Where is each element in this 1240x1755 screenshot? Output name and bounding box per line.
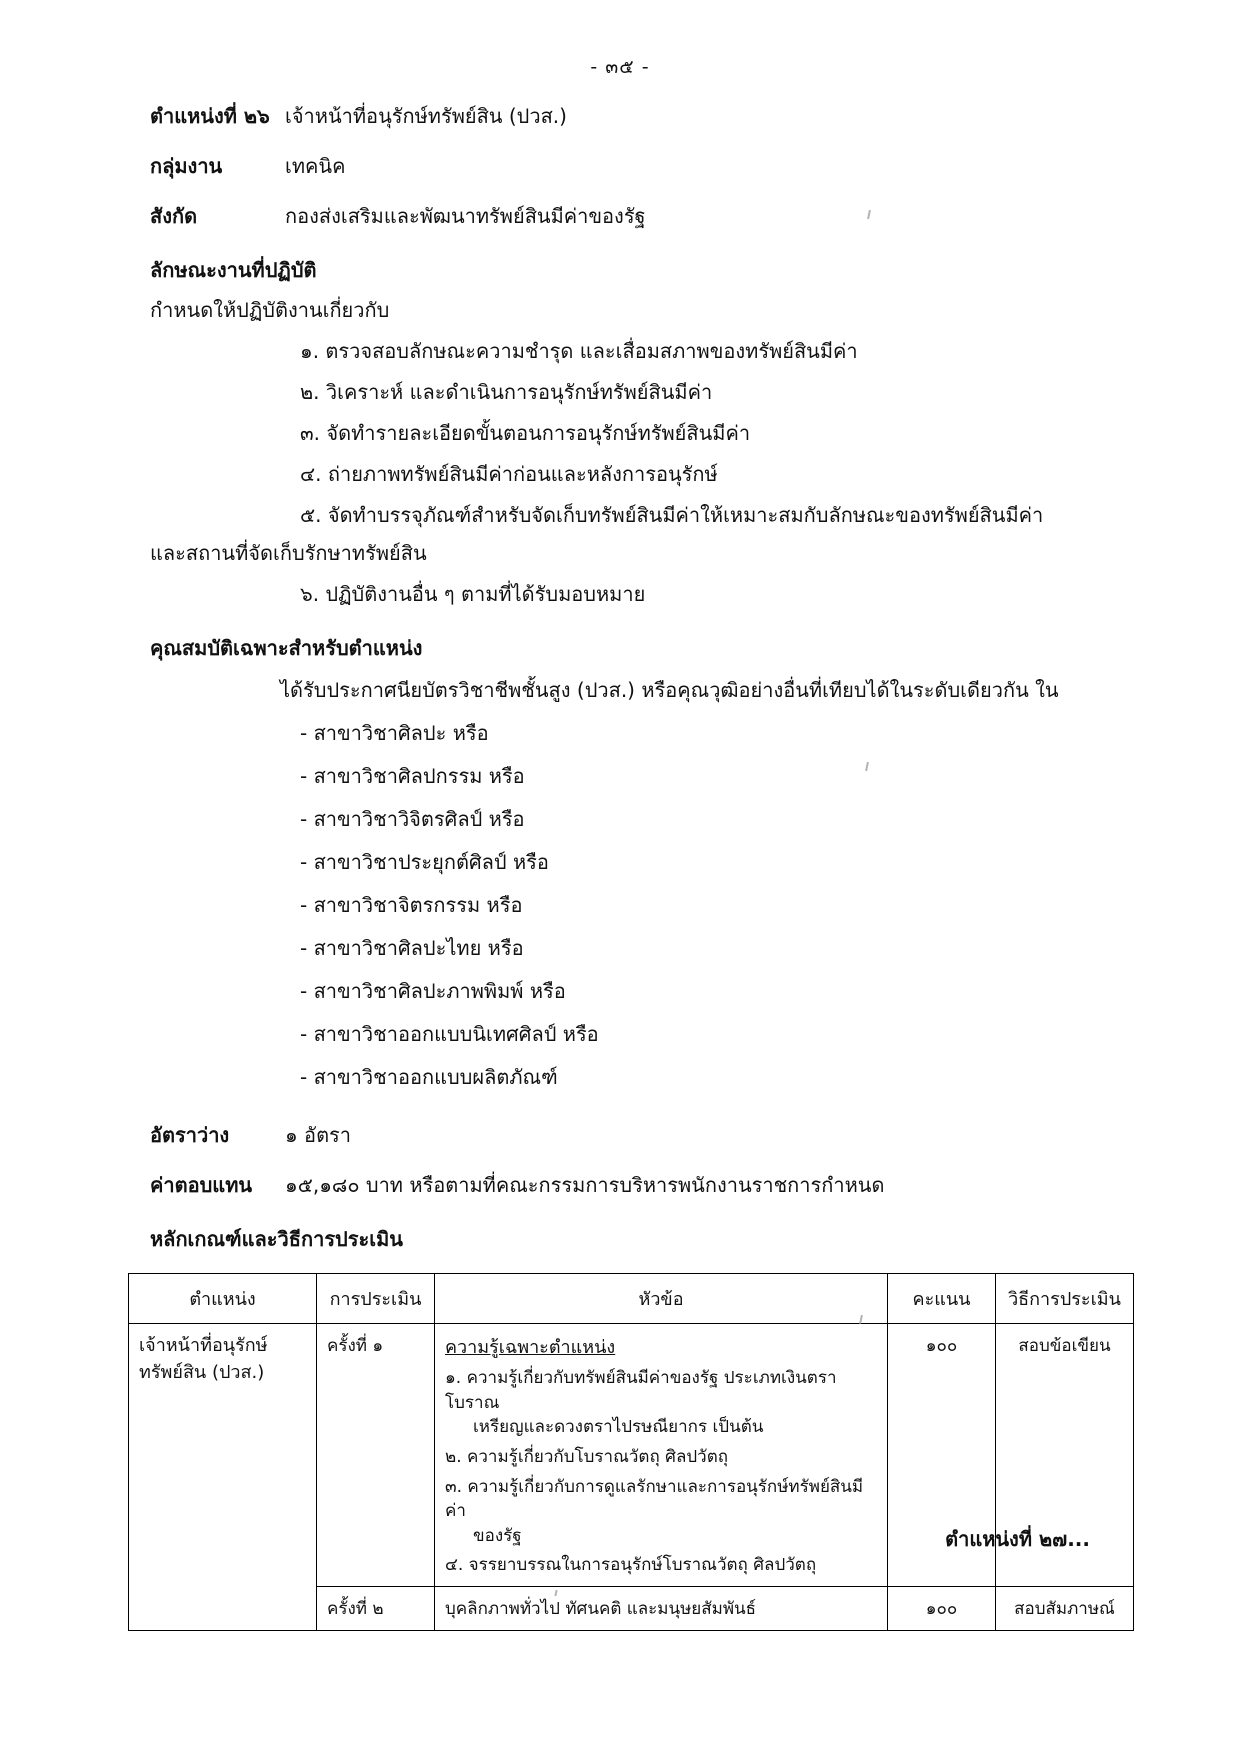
- qualification-branch: - สาขาวิชาศิลปะภาพพิมพ์ หรือ: [300, 979, 566, 1003]
- qualification-branch: - สาขาวิชาศิลปกรรม หรือ: [300, 764, 525, 788]
- vacancy-label: อัตราว่าง: [150, 1123, 230, 1147]
- vacancy-row: [150, 1119, 1090, 1151]
- table-header-row: [129, 1274, 1134, 1324]
- position-line: ทรัพย์สิน (ปวส.): [139, 1362, 265, 1383]
- column-header-score: คะแนน: [888, 1274, 996, 1324]
- group-value: เทคนิค: [285, 154, 346, 178]
- cell-topic: [435, 1324, 888, 1587]
- topic-title: ความรู้เฉพาะตำแหน่ง: [445, 1337, 616, 1358]
- position-title: เจ้าหน้าที่อนุรักษ์ทรัพย์สิน (ปวส.): [285, 104, 567, 128]
- topic-subitem: เหรียญและดวงตราไปรษณียากร เป็นต้น: [473, 1417, 764, 1438]
- duty-item: ๖. ปฏิบัติงานอื่น ๆ ตามที่ได้รับมอบหมาย: [300, 582, 646, 606]
- document-content: [0, 100, 1240, 1631]
- vacancy-value: ๑ อัตรา: [285, 1123, 352, 1147]
- compensation-label: ค่าตอบแทน: [150, 1173, 253, 1197]
- column-header-topic: หัวข้อ: [435, 1274, 888, 1324]
- duty-item: ๔. ถ่ายภาพทรัพย์สินมีค่าก่อนและหลังการอนุรักษ์: [300, 462, 718, 486]
- affiliation-row: [150, 200, 1090, 232]
- cell-score: ๑๐๐: [888, 1324, 996, 1587]
- topic-item: ๔. จรรยาบรรณในการอนุรักษ์โบราณวัตถุ ศิลปวัตถุ: [445, 1555, 817, 1576]
- column-header-position: ตำแหน่ง: [129, 1274, 317, 1324]
- assessment-table: [128, 1273, 1134, 1631]
- duty-item: ๕. จัดทำบรรจุภัณฑ์สำหรับจัดเก็บทรัพย์สินมีค่าให้เหมาะสมกับลักษณะของทรัพย์สินมีค่า: [300, 503, 1044, 527]
- compensation-row: [150, 1169, 1090, 1201]
- criteria-heading: หลักเกณฑ์และวิธีการประเมิน: [150, 1227, 403, 1251]
- qualification-branch: - สาขาวิชาจิตรกรรม หรือ: [300, 893, 523, 917]
- cell-score: ๑๐๐: [888, 1587, 996, 1631]
- qualifications-heading: คุณสมบัติเฉพาะสำหรับตำแหน่ง: [150, 636, 423, 660]
- page-number: - ๓๕ -: [590, 56, 650, 78]
- duty-item: ๒. วิเคราะห์ และดำเนินการอนุรักษ์ทรัพย์สินมีค่า: [300, 380, 713, 404]
- topic-subitem: ของรัฐ: [473, 1525, 522, 1546]
- duty-item: ๑. ตรวจสอบลักษณะความชำรุด และเสื่อมสภาพของทรัพย์สินมีค่า: [300, 339, 858, 363]
- position-label: ตำแหน่งที่ ๒๖: [150, 104, 270, 128]
- duties-intro: กำหนดให้ปฏิบัติงานเกี่ยวกับ: [150, 298, 390, 322]
- qualification-branch: - สาขาวิชาออกแบบผลิตภัณฑ์: [300, 1065, 558, 1089]
- next-page-note: ตำแหน่งที่ ๒๗...: [945, 1527, 1090, 1551]
- duty-item: ๓. จัดทำรายละเอียดขั้นตอนการอนุรักษ์ทรัพย์สินมีค่า: [300, 421, 751, 445]
- affiliation-value: กองส่งเสริมและพัฒนาทรัพย์สินมีค่าของรัฐ: [285, 204, 646, 228]
- qualification-branch: - สาขาวิชาศิลปะไทย หรือ: [300, 936, 524, 960]
- cell-topic: บุคลิกภาพทั่วไป ทัศนคติ และมนุษยสัมพันธ์: [435, 1587, 888, 1631]
- position-row: [150, 100, 1090, 132]
- duty-item-continuation: และสถานที่จัดเก็บรักษาทรัพย์สิน: [150, 541, 427, 565]
- topic-item: ๓. ความรู้เกี่ยวกับการดูแลรักษาและการอนุรักษ์ทรัพย์สินมีค่า: [445, 1476, 864, 1522]
- qualification-branch: - สาขาวิชาออกแบบนิเทศศิลป์ หรือ: [300, 1022, 599, 1046]
- topic-item: ๒. ความรู้เกี่ยวกับโบราณวัตถุ ศิลปวัตถุ: [445, 1446, 729, 1467]
- qualification-branch: - สาขาวิชาศิลปะ หรือ: [300, 721, 489, 745]
- group-label: กลุ่มงาน: [150, 154, 223, 178]
- group-row: [150, 150, 1090, 182]
- duties-heading: ลักษณะงานที่ปฏิบัติ: [150, 258, 317, 282]
- position-line: เจ้าหน้าที่อนุรักษ์: [139, 1335, 268, 1356]
- compensation-value: ๑๕,๑๘๐ บาท หรือตามที่คณะกรรมการบริหารพนักงานราชการกำหนด: [285, 1173, 885, 1197]
- qualifications-intro: ได้รับประกาศนียบัตรวิชาชีพชั้นสูง (ปวส.) หรือคุณวุฒิอย่างอื่นที่เทียบได้ในระดับเดียวกัน ใน: [280, 678, 1059, 702]
- cell-round: ครั้งที่ ๒: [317, 1587, 435, 1631]
- cell-position: [129, 1324, 317, 1631]
- topic-item: ๑. ความรู้เกี่ยวกับทรัพย์สินมีค่าของรัฐ ประเภทเงินตราโบราณ: [445, 1368, 837, 1413]
- cell-method: สอบสัมภาษณ์: [996, 1587, 1134, 1631]
- column-header-assessment: การประเมิน: [317, 1274, 435, 1324]
- qualification-branch: - สาขาวิชาประยุกต์ศิลป์ หรือ: [300, 850, 549, 874]
- cell-method: สอบข้อเขียน: [996, 1324, 1134, 1587]
- affiliation-label: สังกัด: [150, 204, 198, 228]
- qualification-branch: - สาขาวิชาวิจิตรศิลป์ หรือ: [300, 807, 525, 831]
- column-header-method: วิธีการประเมิน: [996, 1274, 1134, 1324]
- cell-round: ครั้งที่ ๑: [317, 1324, 435, 1587]
